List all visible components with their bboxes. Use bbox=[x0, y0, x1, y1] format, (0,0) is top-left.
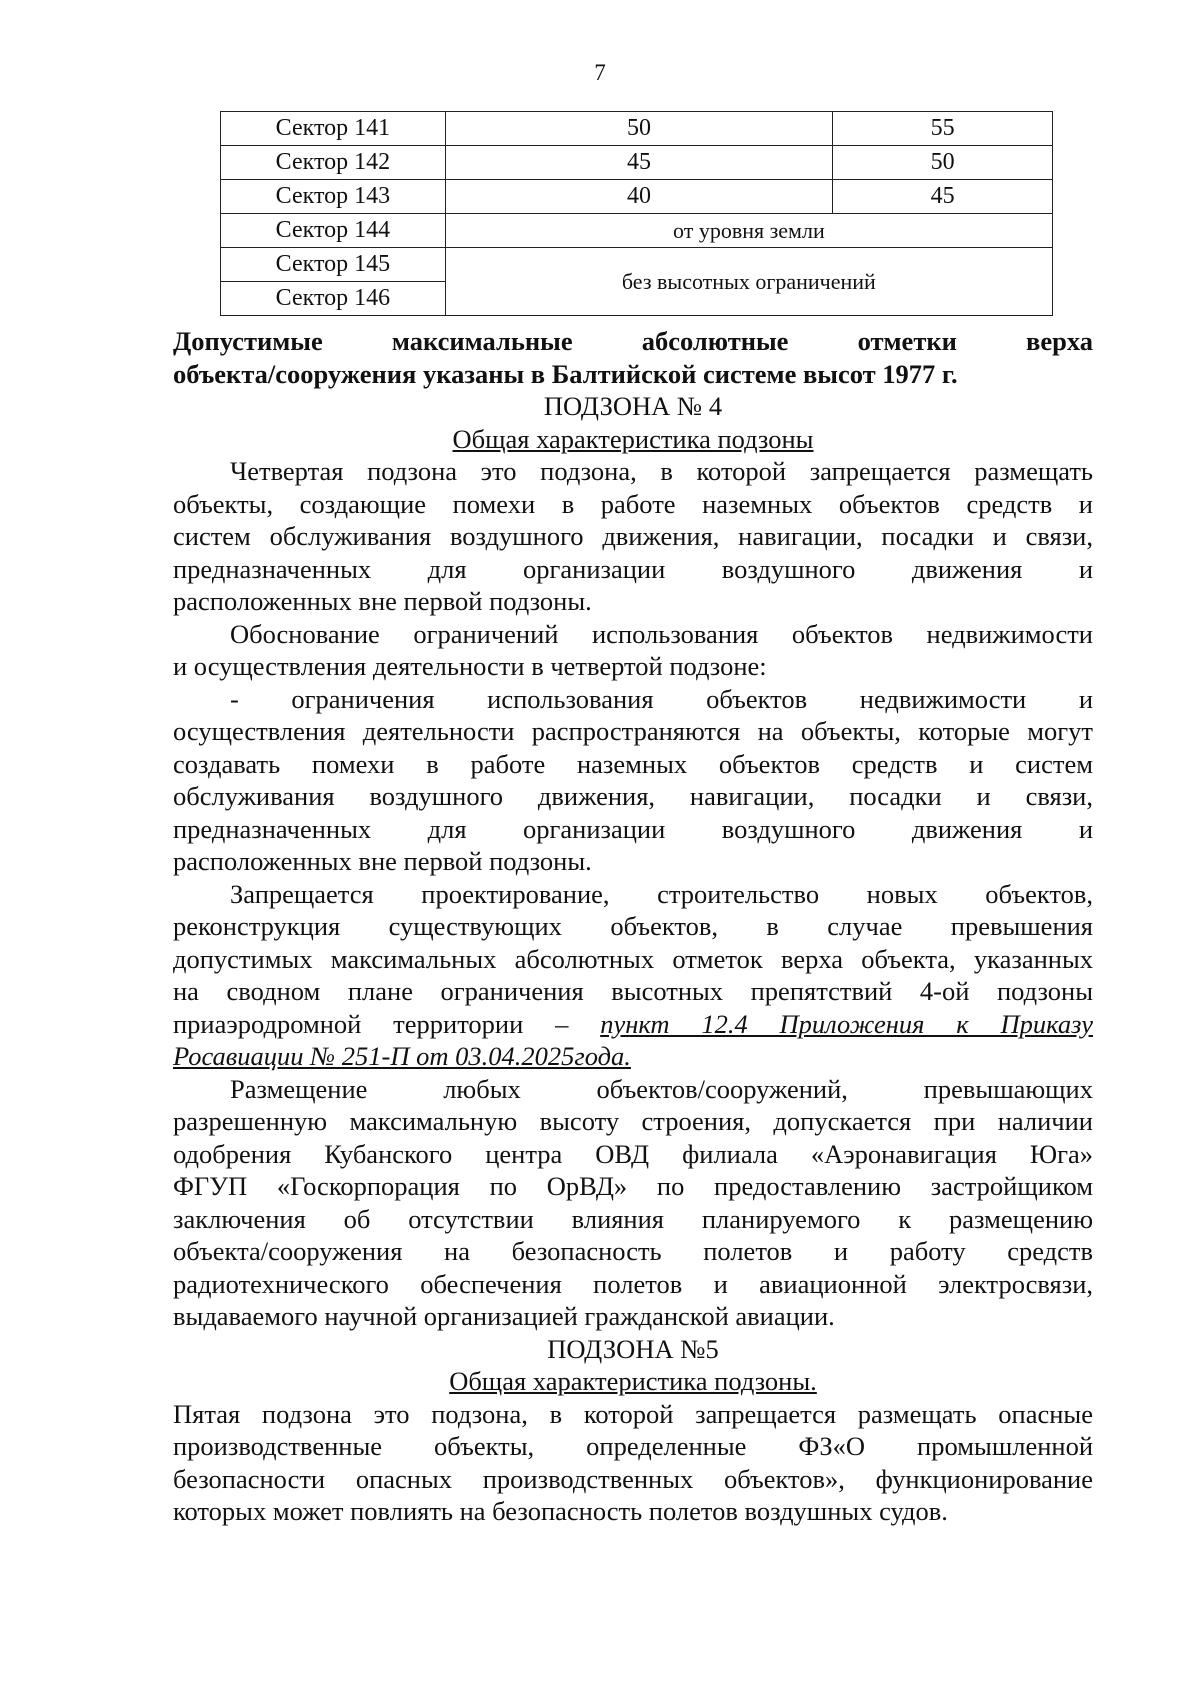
text-line: ФГУП «Госкорпорация по ОрВД» по предоставлению застройщиком bbox=[173, 1171, 1093, 1201]
text-line: - ограничения использования объектов недвижимости и bbox=[230, 683, 1093, 714]
text-line: обслуживания воздушного движения, навигации, посадки и связи, bbox=[173, 781, 1093, 811]
text-line bbox=[173, 1008, 1093, 1041]
text-line: допустимых максимальных абсолютных отметок верха объекта, указанных bbox=[173, 943, 1093, 974]
order-reference-link[interactable]: пункт 12.4 Приложения к Приказу bbox=[600, 1008, 1094, 1039]
table-row bbox=[221, 248, 1053, 282]
section-title: ПОДЗОНА №5 bbox=[547, 1333, 719, 1364]
sector-height-table bbox=[220, 111, 1053, 316]
table-row bbox=[221, 146, 1053, 180]
text-line: предназначенных для организации воздушного движения и bbox=[173, 813, 1093, 844]
text-line: которых может повлиять на безопасность полетов воздушных судов. bbox=[173, 1496, 948, 1526]
height-cell: 45 bbox=[445, 146, 833, 180]
section-subtitle: Общая характеристика подзоны bbox=[452, 423, 814, 454]
merged-height-cell: от уровня земли bbox=[445, 214, 1052, 248]
text-line: объекты, создающие помехи в работе наземных объектов средств и bbox=[173, 488, 1093, 519]
altitude-note bbox=[173, 325, 1093, 390]
height-cell: 55 bbox=[833, 112, 1053, 146]
table-row bbox=[221, 180, 1053, 214]
section-title: ПОДЗОНА № 4 bbox=[543, 391, 723, 421]
text-line: создавать помехи в работе наземных объектов средств и систем bbox=[173, 748, 1093, 779]
sector-cell: Сектор 142 bbox=[221, 146, 446, 180]
text-line: разрешенную максимальную высоту строения, допускается при наличии bbox=[173, 1106, 1093, 1136]
text-line: Четвертая подзона это подзона, в которой запрещается размещать bbox=[230, 456, 1093, 486]
sector-cell: Сектор 143 bbox=[221, 180, 446, 214]
paragraph bbox=[173, 878, 1093, 1073]
height-cell: 45 bbox=[833, 180, 1053, 214]
paragraph bbox=[173, 1073, 1093, 1333]
height-cell: 50 bbox=[833, 146, 1053, 180]
text-line: осуществления деятельности распространяются на объекты, которые могут bbox=[173, 716, 1093, 746]
paragraph bbox=[173, 455, 1093, 618]
paragraph bbox=[173, 618, 1093, 683]
section-subtitle: Общая характеристика подзоны. bbox=[449, 1366, 817, 1396]
note-line: Допустимые максимальные абсолютные отметки верха bbox=[173, 326, 1093, 356]
table-row bbox=[221, 112, 1053, 146]
text-line: расположенных вне первой подзоны. bbox=[173, 846, 592, 876]
text-line: безопасности опасных производственных объектов», функционирование bbox=[173, 1463, 1093, 1494]
text-line: систем обслуживания воздушного движения, навигации, посадки и связи, bbox=[173, 521, 1093, 551]
text-line: Размещение любых объектов/сооружений, превышающих bbox=[230, 1073, 1093, 1104]
text-line: выдаваемого научной организацией гражданской авиации. bbox=[173, 1301, 835, 1331]
text-line: радиотехнического обеспечения полетов и авиационной электросвязи, bbox=[173, 1268, 1093, 1299]
height-cell: 50 bbox=[445, 112, 833, 146]
table-row bbox=[221, 214, 1053, 248]
page-number: 7 bbox=[594, 60, 606, 85]
text-line: на сводном плане ограничения высотных препятствий 4-ой подзоны bbox=[173, 976, 1093, 1006]
text-line: Обоснование ограничений использования объектов недвижимости bbox=[230, 618, 1093, 649]
text-line: Пятая подзона это подзона, в которой запрещается размещать опасные bbox=[173, 1398, 1093, 1429]
text-line: предназначенных для организации воздушного движения и bbox=[173, 553, 1093, 584]
subzone-4-section bbox=[173, 390, 1093, 1528]
note-line: объекта/сооружения указаны в Балтийской системе высот 1977 г. bbox=[173, 358, 958, 389]
merged-height-cell: без высотных ограничений bbox=[445, 248, 1052, 316]
text-line: и осуществления деятельности в четвертой подзоне: bbox=[173, 651, 767, 681]
text-line: производственные объекты, определенные ФЗ«О промышленной bbox=[173, 1431, 1093, 1461]
text-line: одобрения Кубанского центра ОВД филиала «Аэронавигация Юга» bbox=[173, 1138, 1093, 1169]
text-line: Запрещается проектирование, строительство новых объектов, bbox=[230, 878, 1093, 909]
paragraph bbox=[173, 683, 1093, 878]
sector-cell: Сектор 141 bbox=[221, 112, 446, 146]
height-cell: 40 bbox=[445, 180, 833, 214]
text-line: объекта/сооружения на безопасность полетов и работу средств bbox=[173, 1236, 1093, 1266]
order-reference-link[interactable]: Росавиации № 251-П от 03.04.2025года. bbox=[173, 1041, 631, 1071]
text-line: реконструкция существующих объектов, в случае превышения bbox=[173, 911, 1093, 941]
paragraph bbox=[173, 1398, 1093, 1528]
text-line: заключения об отсутствии влияния планируемого к размещению bbox=[173, 1203, 1093, 1234]
sector-cell: Сектор 146 bbox=[221, 282, 446, 316]
sector-cell: Сектор 145 bbox=[221, 248, 446, 282]
sector-cell: Сектор 144 bbox=[221, 214, 446, 248]
text-fragment: приаэродромной территории – bbox=[173, 1008, 569, 1039]
text-line: расположенных вне первой подзоны. bbox=[173, 586, 592, 616]
